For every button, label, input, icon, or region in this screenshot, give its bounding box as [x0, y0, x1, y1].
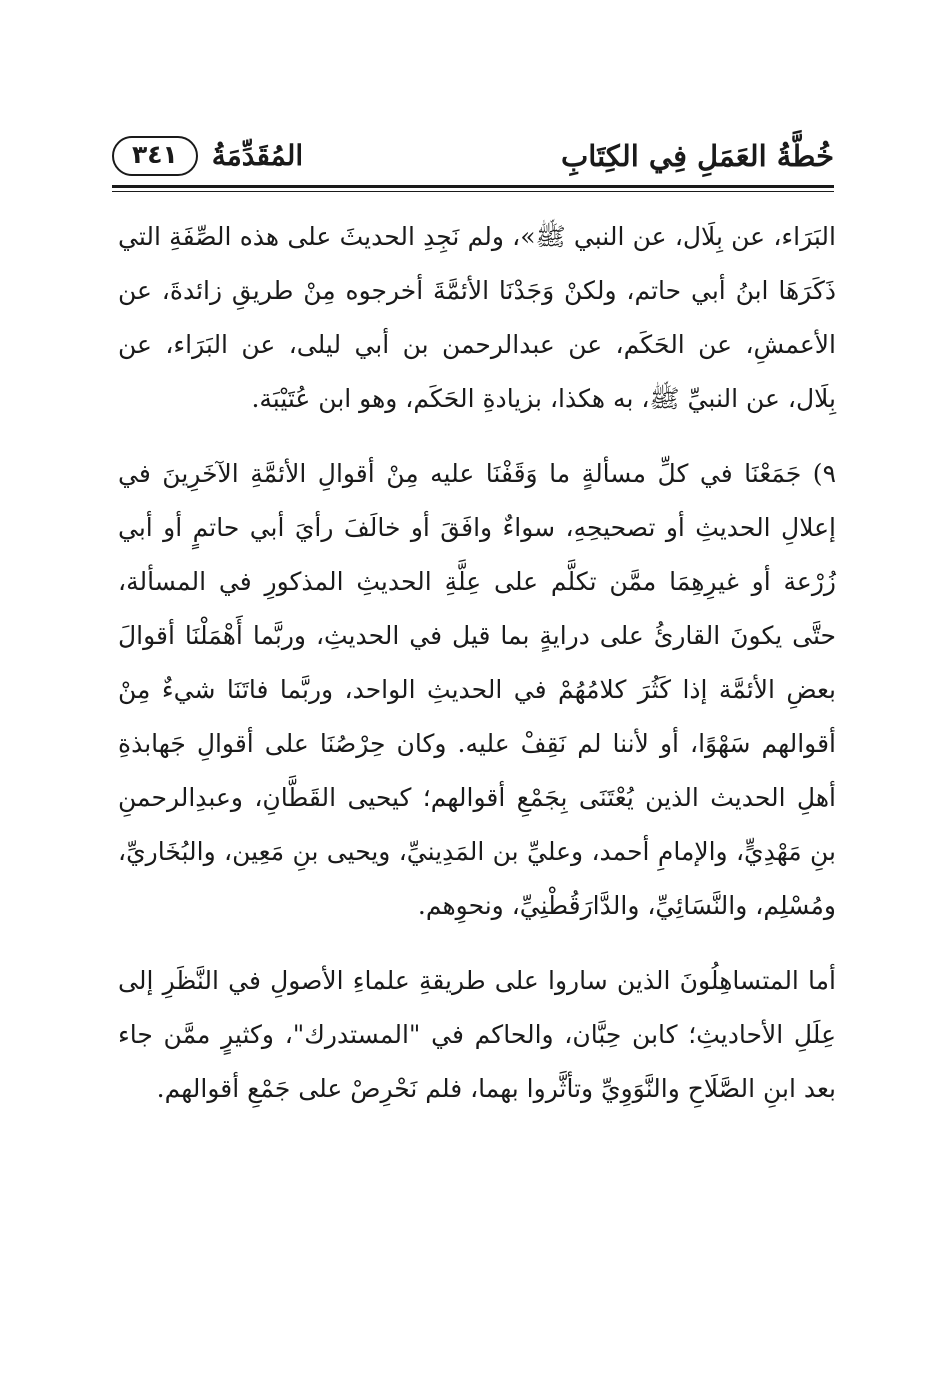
running-header	[112, 128, 834, 184]
paragraph-2: ٩) جَمَعْنَا في كلِّ مسألةٍ ما وَقَفْنَا عليه مِنْ أقوالِ الأئمَّةِ الآخَرِينَ في إعلالِ الحديثِ أو تصحيحِهِ، سواءٌ وافَقَ أو خالَفَ رأيَ أبي حاتمٍ أو أبي زُرْعة أو غيرِهِمَا ممَّن تكلَّم على عِلَّةِ الحديثِ المذكورِ في المسألة، حتَّى يكونَ القارئُ على درايةٍ بما قيل في الحديثِ، وربَّما أَهْمَلْنَا أقوالَ بعضِ الأئمَّة إذا كَثُرَ كلامُهُمْ في الحديثِ الواحد، وربَّما فاتَنَا شيءٌ مِنْ أقوالهم سَهْوًا، أو لأننا لم نَقِفْ عليه. وكان حِرْصُنَا على أقوالِ جَهابذةِ أهلِ الحديث الذين يُعْتَنَى بِجَمْعِ أقوالهم؛ كيحيى القَطَّانِ، وعبدِالرحمنِ بنِ مَهْدِيٍّ، والإمامِ أحمد، وعليِّ بن المَدِينيِّ، ويحيى بنِ مَعِين، والبُخَاريِّ، ومُسْلِم، والنَّسَائِيِّ، والدَّارَقُطْنِيِّ، ونحوِهم.	[118, 459, 836, 920]
header-rule-thick	[112, 185, 834, 188]
page-number: ٣٤١	[112, 136, 198, 176]
chapter-title: خُطَّةُ العَمَلِ فِي الكِتَابِ	[561, 138, 834, 173]
header-rule-thin	[112, 191, 834, 192]
header-section-group	[112, 136, 303, 176]
paragraph-3: أما المتساهِلُونَ الذين ساروا على طريقةِ علماءِ الأصولِ في النَّظَرِ إلى عِلَلِ الأحاديثِ؛ كابن حِبَّان، والحاكم في "المستدرك"، وكثيرٍ ممَّن جاء بعد ابنِ الصَّلَاحِ والنَّوَوِيِّ وتأثَّروا بهما، فلم نَحْرِصْ على جَمْعِ أقوالهم.	[118, 966, 836, 1103]
section-title: المُقَدِّمَةُ	[211, 139, 304, 172]
paragraph-1: البَرَاء، عن بِلَال، عن النبي ﷺ»، ولم نَجِدِ الحديثَ على هذه الصِّفَةِ التي ذَكَرَهَا ابنُ أبي حاتم، ولكنْ وَجَدْنَا الأئمَّةَ أخرجوه مِنْ طريقِ زائدةَ، عن الأعمشِ، عن الحَكَم، عن عبدالرحمن بن أبي ليلى، عن البَرَاء، عن بِلَال، عن النبيِّ ﷺ، به هكذا، بزيادةِ الحَكَم، وهو ابن عُتَيْبَة.	[118, 222, 836, 413]
body-text	[118, 210, 836, 1116]
